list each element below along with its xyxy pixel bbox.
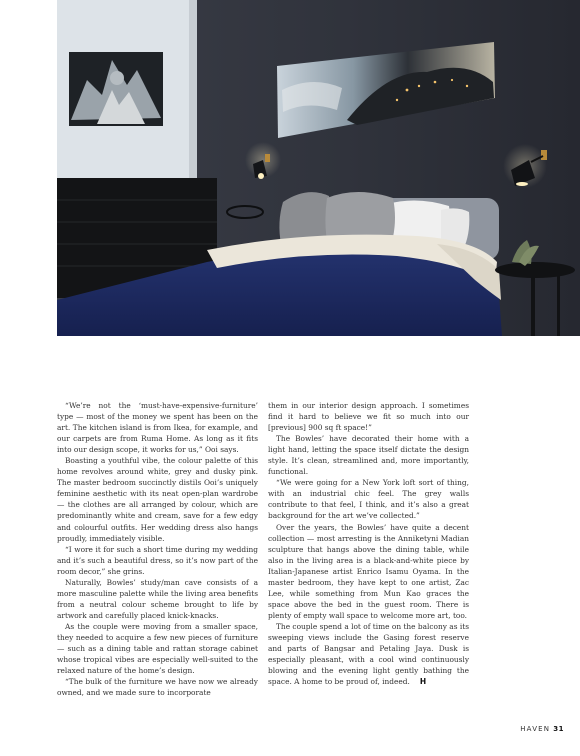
article-column-left bbox=[57, 400, 258, 698]
paragraph-continued: them in our interior design approach. I sometimes find it hard to believe we fit so much into our [previous] 900 sq ft space!” bbox=[268, 401, 469, 433]
paragraph: “The bulk of the furniture we have now we already owned, and we made sure to incorporate bbox=[57, 677, 258, 698]
paragraph: Over the years, the Bowles’ have quite a decent collection — most arresting is the Anniketyni Madian sculpture that hangs above the dining table, while also in the living area is a black-and-white piece by Italian-Japanese artist Enrico Isamu Oyama. In the master bedroom, they have kept to one artist, Zac Lee, while something from Mun Kao graces the space above the bed in the guest room. There is plenty of empty wall space to welcome more art, too. bbox=[268, 522, 469, 620]
left-painting bbox=[69, 52, 163, 126]
article-column-right bbox=[268, 400, 469, 687]
right-wall-lamp bbox=[503, 144, 547, 188]
magazine-name: HAVEN bbox=[520, 725, 551, 733]
final-paragraph-text: The couple spend a lot of time on the balcony as its sweeping views include the Gasing forest reserve and parts of Bangsar and Petaling Jaya. Dusk is especially pleasant, with a cool wind continuously blowing and the evening light gently bathing the space. A home to be proud of, indeed. bbox=[268, 621, 469, 687]
paragraph: “We’re not the ‘must-have-expensive-furniture’ type — most of the money we spent has been on the art. The kitchen island is from Ikea, for example, and our carpets are from Ruma Home. As long as it fits into our design scope, it works for us,” Ooi says. bbox=[57, 401, 258, 455]
paragraph: “I wore it for such a short time during my wedding and it’s such a beautiful dress, so it’s now part of the room decor,” she grins. bbox=[57, 544, 258, 576]
paragraph: Boasting a youthful vibe, the colour palette of this home revolves around white, grey and dusky pink. The master bedroom succinctly distils Ooi’s uniquely feminine aesthetic with its neat open-plan wardrobe — the clothes are all arranged by colour, which are predominantly white and cream, save for a few edgy and colourful outfits. Her wedding dress also hangs proudly, immediately visible. bbox=[57, 456, 258, 543]
paragraph: “We were going for a New York loft sort of thing, with an industrial chic feel. The grey walls contribute to that feel, I think, and it’s also a great background for the art we’ve collected.” bbox=[268, 478, 469, 521]
paragraph: Naturally, Bowles’ study/man cave consists of a more masculine palette while the living area benefits from a neutral colour scheme brought to life by artwork and carefully placed knick-knacks. bbox=[57, 577, 258, 620]
paragraph-final bbox=[268, 621, 469, 687]
page-number: 31 bbox=[553, 725, 564, 733]
end-mark-icon: H bbox=[419, 677, 426, 687]
page-folio bbox=[520, 725, 564, 733]
paragraph: The Bowles’ have decorated their home with a light hand, letting the space itself dictate the design style. It’s clean, streamlined and, more importantly, functional. bbox=[268, 434, 469, 477]
paragraph: As the couple were moving from a smaller space, they needed to acquire a few new pieces of furniture — such as a dining table and rattan storage cabinet whose tropical vibes are especially well-suited to the relaxed nature of the home’s design. bbox=[57, 621, 258, 676]
bedroom-photo bbox=[57, 0, 580, 336]
